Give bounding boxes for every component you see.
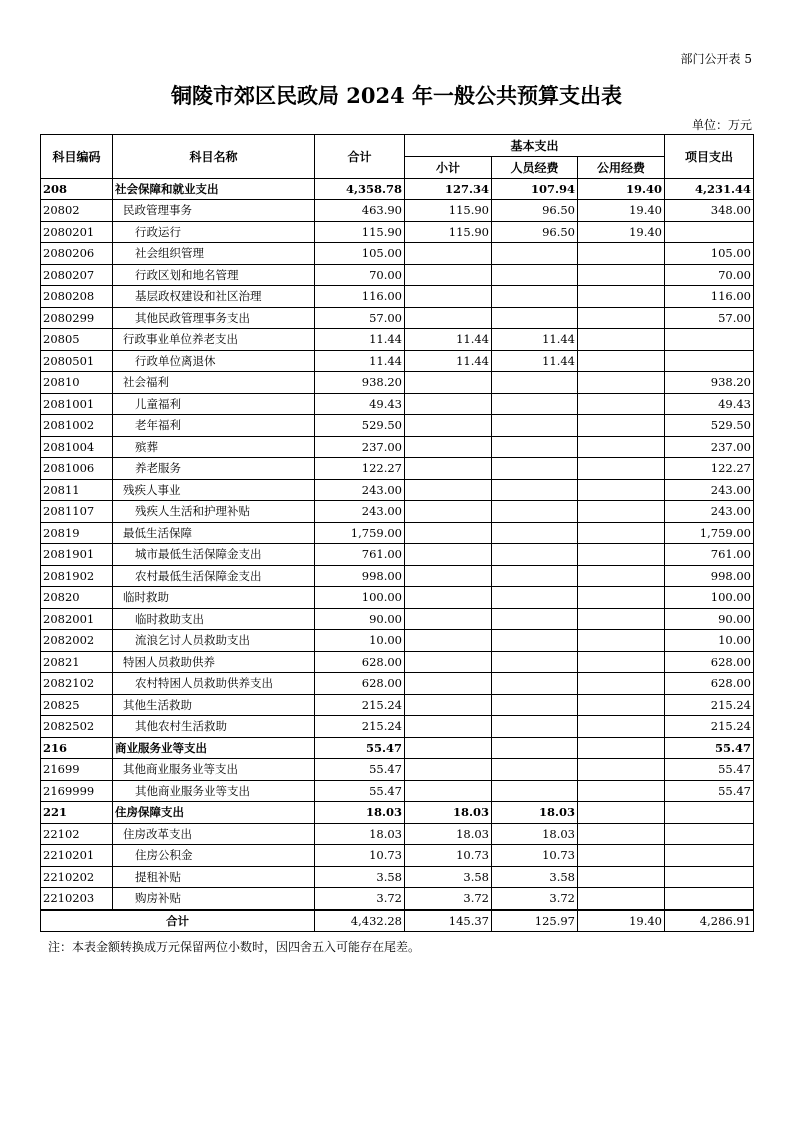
cell-name: 提租补贴 xyxy=(113,866,315,888)
cell-personnel xyxy=(492,759,578,781)
cell-code: 216 xyxy=(41,737,113,759)
cell-total: 49.43 xyxy=(315,393,405,415)
cell-subtotal xyxy=(405,759,492,781)
cell-subtotal xyxy=(405,522,492,544)
cell-personnel: 18.03 xyxy=(492,802,578,824)
table-row xyxy=(41,329,754,351)
summary-label: 合计 xyxy=(41,910,315,932)
cell-personnel xyxy=(492,716,578,738)
cell-subtotal xyxy=(405,501,492,523)
col-header-basic: 基本支出 xyxy=(405,135,665,157)
cell-project: 628.00 xyxy=(665,651,754,673)
cell-public xyxy=(578,286,665,308)
cell-total: 10.73 xyxy=(315,845,405,867)
cell-project: 348.00 xyxy=(665,200,754,222)
cell-personnel xyxy=(492,393,578,415)
cell-name: 行政单位离退休 xyxy=(113,350,315,372)
cell-total: 55.47 xyxy=(315,737,405,759)
cell-name: 社会福利 xyxy=(113,372,315,394)
cell-name: 住房保障支出 xyxy=(113,802,315,824)
cell-public xyxy=(578,716,665,738)
footnote: 注：本表金额转换成万元保留两位小数时，因四舍五入可能存在尾差。 xyxy=(48,940,421,954)
cell-total: 215.24 xyxy=(315,716,405,738)
cell-subtotal xyxy=(405,286,492,308)
cell-name: 临时救助支出 xyxy=(113,608,315,630)
cell-name: 城市最低生活保障金支出 xyxy=(113,544,315,566)
cell-public xyxy=(578,372,665,394)
table-row xyxy=(41,479,754,501)
cell-personnel xyxy=(492,737,578,759)
cell-total: 529.50 xyxy=(315,415,405,437)
cell-personnel xyxy=(492,630,578,652)
cell-subtotal: 115.90 xyxy=(405,221,492,243)
table-row xyxy=(41,716,754,738)
cell-project: 55.47 xyxy=(665,759,754,781)
cell-code: 2169999 xyxy=(41,780,113,802)
cell-total: 938.20 xyxy=(315,372,405,394)
cell-code: 2080299 xyxy=(41,307,113,329)
cell-public xyxy=(578,501,665,523)
cell-public xyxy=(578,651,665,673)
document-number: 部门公开表 5 xyxy=(680,52,752,66)
cell-public xyxy=(578,737,665,759)
cell-code: 20819 xyxy=(41,522,113,544)
cell-personnel xyxy=(492,673,578,695)
cell-public xyxy=(578,888,665,910)
cell-public xyxy=(578,866,665,888)
cell-personnel: 96.50 xyxy=(492,221,578,243)
table-body xyxy=(41,178,754,910)
table-row xyxy=(41,264,754,286)
cell-personnel xyxy=(492,415,578,437)
cell-subtotal xyxy=(405,565,492,587)
cell-personnel: 10.73 xyxy=(492,845,578,867)
cell-total: 3.58 xyxy=(315,866,405,888)
cell-subtotal xyxy=(405,587,492,609)
table-row xyxy=(41,565,754,587)
cell-code: 2080208 xyxy=(41,286,113,308)
cell-total: 90.00 xyxy=(315,608,405,630)
unit-label: 单位：万元 xyxy=(691,118,752,132)
cell-personnel xyxy=(492,501,578,523)
cell-code: 208 xyxy=(41,178,113,200)
cell-name: 老年福利 xyxy=(113,415,315,437)
table-row xyxy=(41,393,754,415)
table-row xyxy=(41,802,754,824)
cell-project: 998.00 xyxy=(665,565,754,587)
cell-personnel: 107.94 xyxy=(492,178,578,200)
cell-project: 55.47 xyxy=(665,780,754,802)
table-row xyxy=(41,544,754,566)
cell-project: 55.47 xyxy=(665,737,754,759)
cell-code: 20825 xyxy=(41,694,113,716)
cell-subtotal xyxy=(405,479,492,501)
cell-subtotal xyxy=(405,264,492,286)
table-row xyxy=(41,694,754,716)
table-row xyxy=(41,608,754,630)
col-header-subtotal: 小计 xyxy=(405,157,492,179)
cell-total: 105.00 xyxy=(315,243,405,265)
cell-project xyxy=(665,802,754,824)
cell-subtotal xyxy=(405,737,492,759)
cell-project: 529.50 xyxy=(665,415,754,437)
cell-public xyxy=(578,694,665,716)
cell-personnel xyxy=(492,372,578,394)
cell-personnel xyxy=(492,522,578,544)
table-row xyxy=(41,372,754,394)
cell-public xyxy=(578,522,665,544)
col-header-total: 合计 xyxy=(315,135,405,179)
cell-public xyxy=(578,823,665,845)
cell-subtotal xyxy=(405,372,492,394)
cell-subtotal xyxy=(405,243,492,265)
cell-subtotal: 10.73 xyxy=(405,845,492,867)
cell-total: 10.00 xyxy=(315,630,405,652)
cell-project: 100.00 xyxy=(665,587,754,609)
cell-total: 18.03 xyxy=(315,802,405,824)
cell-name: 住房改革支出 xyxy=(113,823,315,845)
cell-public xyxy=(578,264,665,286)
cell-name: 基层政权建设和社区治理 xyxy=(113,286,315,308)
cell-total: 761.00 xyxy=(315,544,405,566)
cell-public xyxy=(578,630,665,652)
budget-table xyxy=(40,134,754,932)
cell-personnel xyxy=(492,458,578,480)
table-row xyxy=(41,759,754,781)
cell-name: 农村特困人员救助供养支出 xyxy=(113,673,315,695)
cell-public xyxy=(578,565,665,587)
table-row xyxy=(41,823,754,845)
table-row xyxy=(41,221,754,243)
cell-personnel xyxy=(492,651,578,673)
cell-project xyxy=(665,221,754,243)
cell-subtotal xyxy=(405,544,492,566)
cell-total: 237.00 xyxy=(315,436,405,458)
cell-personnel xyxy=(492,307,578,329)
cell-personnel xyxy=(492,436,578,458)
cell-project: 105.00 xyxy=(665,243,754,265)
summary-row xyxy=(41,910,754,932)
table-row xyxy=(41,243,754,265)
table-row xyxy=(41,436,754,458)
cell-personnel xyxy=(492,479,578,501)
cell-public xyxy=(578,544,665,566)
cell-subtotal xyxy=(405,415,492,437)
cell-subtotal xyxy=(405,673,492,695)
cell-project xyxy=(665,845,754,867)
cell-code: 20802 xyxy=(41,200,113,222)
cell-project: 1,759.00 xyxy=(665,522,754,544)
col-header-personnel: 人员经费 xyxy=(492,157,578,179)
cell-public xyxy=(578,759,665,781)
table-row xyxy=(41,651,754,673)
cell-subtotal xyxy=(405,716,492,738)
cell-subtotal xyxy=(405,458,492,480)
cell-project xyxy=(665,350,754,372)
cell-code: 20821 xyxy=(41,651,113,673)
cell-name: 行政运行 xyxy=(113,221,315,243)
cell-public xyxy=(578,479,665,501)
cell-code: 2210202 xyxy=(41,866,113,888)
cell-total: 55.47 xyxy=(315,759,405,781)
cell-subtotal xyxy=(405,436,492,458)
table-row xyxy=(41,866,754,888)
col-header-code: 科目编码 xyxy=(41,135,113,179)
cell-code: 2081006 xyxy=(41,458,113,480)
cell-total: 1,759.00 xyxy=(315,522,405,544)
cell-total: 70.00 xyxy=(315,264,405,286)
cell-total: 628.00 xyxy=(315,673,405,695)
cell-name: 儿童福利 xyxy=(113,393,315,415)
cell-personnel: 96.50 xyxy=(492,200,578,222)
cell-total: 3.72 xyxy=(315,888,405,910)
cell-project: 243.00 xyxy=(665,479,754,501)
cell-code: 21699 xyxy=(41,759,113,781)
cell-project xyxy=(665,823,754,845)
cell-project: 628.00 xyxy=(665,673,754,695)
cell-public xyxy=(578,436,665,458)
cell-name: 行政事业单位养老支出 xyxy=(113,329,315,351)
cell-code: 2082002 xyxy=(41,630,113,652)
cell-subtotal xyxy=(405,694,492,716)
cell-personnel xyxy=(492,565,578,587)
cell-code: 2080206 xyxy=(41,243,113,265)
table-row xyxy=(41,350,754,372)
cell-public xyxy=(578,802,665,824)
cell-public xyxy=(578,350,665,372)
table-row xyxy=(41,178,754,200)
cell-subtotal: 3.58 xyxy=(405,866,492,888)
cell-code: 2081107 xyxy=(41,501,113,523)
col-header-name: 科目名称 xyxy=(113,135,315,179)
cell-personnel: 3.58 xyxy=(492,866,578,888)
cell-subtotal: 11.44 xyxy=(405,350,492,372)
cell-name: 殡葬 xyxy=(113,436,315,458)
cell-project: 215.24 xyxy=(665,716,754,738)
header-row-1 xyxy=(41,135,754,157)
summary-personnel: 125.97 xyxy=(492,910,578,932)
cell-public: 19.40 xyxy=(578,221,665,243)
cell-personnel: 3.72 xyxy=(492,888,578,910)
cell-name: 其他农村生活救助 xyxy=(113,716,315,738)
cell-total: 18.03 xyxy=(315,823,405,845)
cell-public xyxy=(578,608,665,630)
cell-name: 商业服务业等支出 xyxy=(113,737,315,759)
summary-public: 19.40 xyxy=(578,910,665,932)
cell-name: 社会保障和就业支出 xyxy=(113,178,315,200)
cell-code: 2081902 xyxy=(41,565,113,587)
cell-code: 2081901 xyxy=(41,544,113,566)
col-header-public: 公用经费 xyxy=(578,157,665,179)
cell-public xyxy=(578,673,665,695)
cell-subtotal: 18.03 xyxy=(405,823,492,845)
table-row xyxy=(41,415,754,437)
cell-project xyxy=(665,866,754,888)
table-row xyxy=(41,737,754,759)
cell-code: 2210203 xyxy=(41,888,113,910)
cell-name: 行政区划和地名管理 xyxy=(113,264,315,286)
cell-project xyxy=(665,888,754,910)
cell-personnel: 11.44 xyxy=(492,350,578,372)
cell-code: 20805 xyxy=(41,329,113,351)
cell-code: 2082102 xyxy=(41,673,113,695)
cell-name: 残疾人生活和护理补贴 xyxy=(113,501,315,523)
cell-code: 2082001 xyxy=(41,608,113,630)
cell-code: 2081001 xyxy=(41,393,113,415)
cell-subtotal xyxy=(405,630,492,652)
cell-personnel: 11.44 xyxy=(492,329,578,351)
cell-total: 243.00 xyxy=(315,479,405,501)
cell-project: 10.00 xyxy=(665,630,754,652)
cell-name: 特困人员救助供养 xyxy=(113,651,315,673)
cell-subtotal: 3.72 xyxy=(405,888,492,910)
table-row xyxy=(41,845,754,867)
cell-code: 20820 xyxy=(41,587,113,609)
cell-code: 2081002 xyxy=(41,415,113,437)
cell-name: 购房补贴 xyxy=(113,888,315,910)
cell-subtotal xyxy=(405,307,492,329)
cell-total: 215.24 xyxy=(315,694,405,716)
cell-total: 4,358.78 xyxy=(315,178,405,200)
cell-personnel xyxy=(492,264,578,286)
cell-code: 221 xyxy=(41,802,113,824)
cell-name: 农村最低生活保障金支出 xyxy=(113,565,315,587)
summary-total: 4,432.28 xyxy=(315,910,405,932)
cell-public: 19.40 xyxy=(578,200,665,222)
page-title: 铜陵市郊区民政局 2024 年一般公共预算支出表 xyxy=(170,83,623,108)
table-row xyxy=(41,587,754,609)
cell-public xyxy=(578,243,665,265)
table-row xyxy=(41,458,754,480)
cell-name: 民政管理事务 xyxy=(113,200,315,222)
cell-personnel xyxy=(492,286,578,308)
cell-project: 70.00 xyxy=(665,264,754,286)
cell-public xyxy=(578,458,665,480)
cell-code: 22102 xyxy=(41,823,113,845)
cell-name: 社会组织管理 xyxy=(113,243,315,265)
cell-code: 2080207 xyxy=(41,264,113,286)
cell-public: 19.40 xyxy=(578,178,665,200)
table-row xyxy=(41,501,754,523)
cell-code: 2082502 xyxy=(41,716,113,738)
cell-personnel xyxy=(492,587,578,609)
cell-code: 2081004 xyxy=(41,436,113,458)
cell-project: 215.24 xyxy=(665,694,754,716)
cell-name: 最低生活保障 xyxy=(113,522,315,544)
cell-total: 57.00 xyxy=(315,307,405,329)
cell-name: 其他商业服务业等支出 xyxy=(113,759,315,781)
cell-name: 残疾人事业 xyxy=(113,479,315,501)
table-row xyxy=(41,630,754,652)
cell-name: 养老服务 xyxy=(113,458,315,480)
table-row xyxy=(41,673,754,695)
cell-name: 流浪乞讨人员救助支出 xyxy=(113,630,315,652)
cell-total: 463.90 xyxy=(315,200,405,222)
cell-project: 761.00 xyxy=(665,544,754,566)
cell-project: 237.00 xyxy=(665,436,754,458)
cell-total: 628.00 xyxy=(315,651,405,673)
cell-code: 20810 xyxy=(41,372,113,394)
cell-public xyxy=(578,307,665,329)
table-row xyxy=(41,307,754,329)
cell-total: 243.00 xyxy=(315,501,405,523)
cell-public xyxy=(578,393,665,415)
cell-subtotal xyxy=(405,608,492,630)
cell-personnel xyxy=(492,243,578,265)
cell-personnel xyxy=(492,780,578,802)
cell-name: 其他生活救助 xyxy=(113,694,315,716)
cell-project: 938.20 xyxy=(665,372,754,394)
cell-code: 2210201 xyxy=(41,845,113,867)
cell-project: 116.00 xyxy=(665,286,754,308)
cell-code: 2080201 xyxy=(41,221,113,243)
cell-public xyxy=(578,780,665,802)
cell-subtotal: 11.44 xyxy=(405,329,492,351)
cell-personnel xyxy=(492,694,578,716)
table-row xyxy=(41,522,754,544)
cell-public xyxy=(578,845,665,867)
cell-name: 临时救助 xyxy=(113,587,315,609)
cell-personnel: 18.03 xyxy=(492,823,578,845)
table-row xyxy=(41,780,754,802)
table-row xyxy=(41,286,754,308)
table-row xyxy=(41,200,754,222)
cell-name: 其他民政管理事务支出 xyxy=(113,307,315,329)
cell-total: 116.00 xyxy=(315,286,405,308)
cell-total: 115.90 xyxy=(315,221,405,243)
cell-subtotal xyxy=(405,651,492,673)
cell-project: 90.00 xyxy=(665,608,754,630)
cell-project: 4,231.44 xyxy=(665,178,754,200)
cell-project: 57.00 xyxy=(665,307,754,329)
summary-project: 4,286.91 xyxy=(665,910,754,932)
cell-total: 11.44 xyxy=(315,329,405,351)
cell-code: 2080501 xyxy=(41,350,113,372)
cell-subtotal xyxy=(405,780,492,802)
cell-name: 住房公积金 xyxy=(113,845,315,867)
cell-project: 49.43 xyxy=(665,393,754,415)
cell-total: 122.27 xyxy=(315,458,405,480)
cell-subtotal: 115.90 xyxy=(405,200,492,222)
cell-public xyxy=(578,329,665,351)
cell-project xyxy=(665,329,754,351)
cell-public xyxy=(578,587,665,609)
cell-total: 11.44 xyxy=(315,350,405,372)
cell-personnel xyxy=(492,544,578,566)
cell-total: 100.00 xyxy=(315,587,405,609)
summary-subtotal: 145.37 xyxy=(405,910,492,932)
cell-total: 998.00 xyxy=(315,565,405,587)
table-row xyxy=(41,888,754,910)
cell-code: 20811 xyxy=(41,479,113,501)
cell-public xyxy=(578,415,665,437)
cell-subtotal: 127.34 xyxy=(405,178,492,200)
cell-subtotal xyxy=(405,393,492,415)
cell-name: 其他商业服务业等支出 xyxy=(113,780,315,802)
cell-total: 55.47 xyxy=(315,780,405,802)
cell-project: 243.00 xyxy=(665,501,754,523)
col-header-project: 项目支出 xyxy=(665,135,754,179)
cell-personnel xyxy=(492,608,578,630)
cell-subtotal: 18.03 xyxy=(405,802,492,824)
cell-project: 122.27 xyxy=(665,458,754,480)
